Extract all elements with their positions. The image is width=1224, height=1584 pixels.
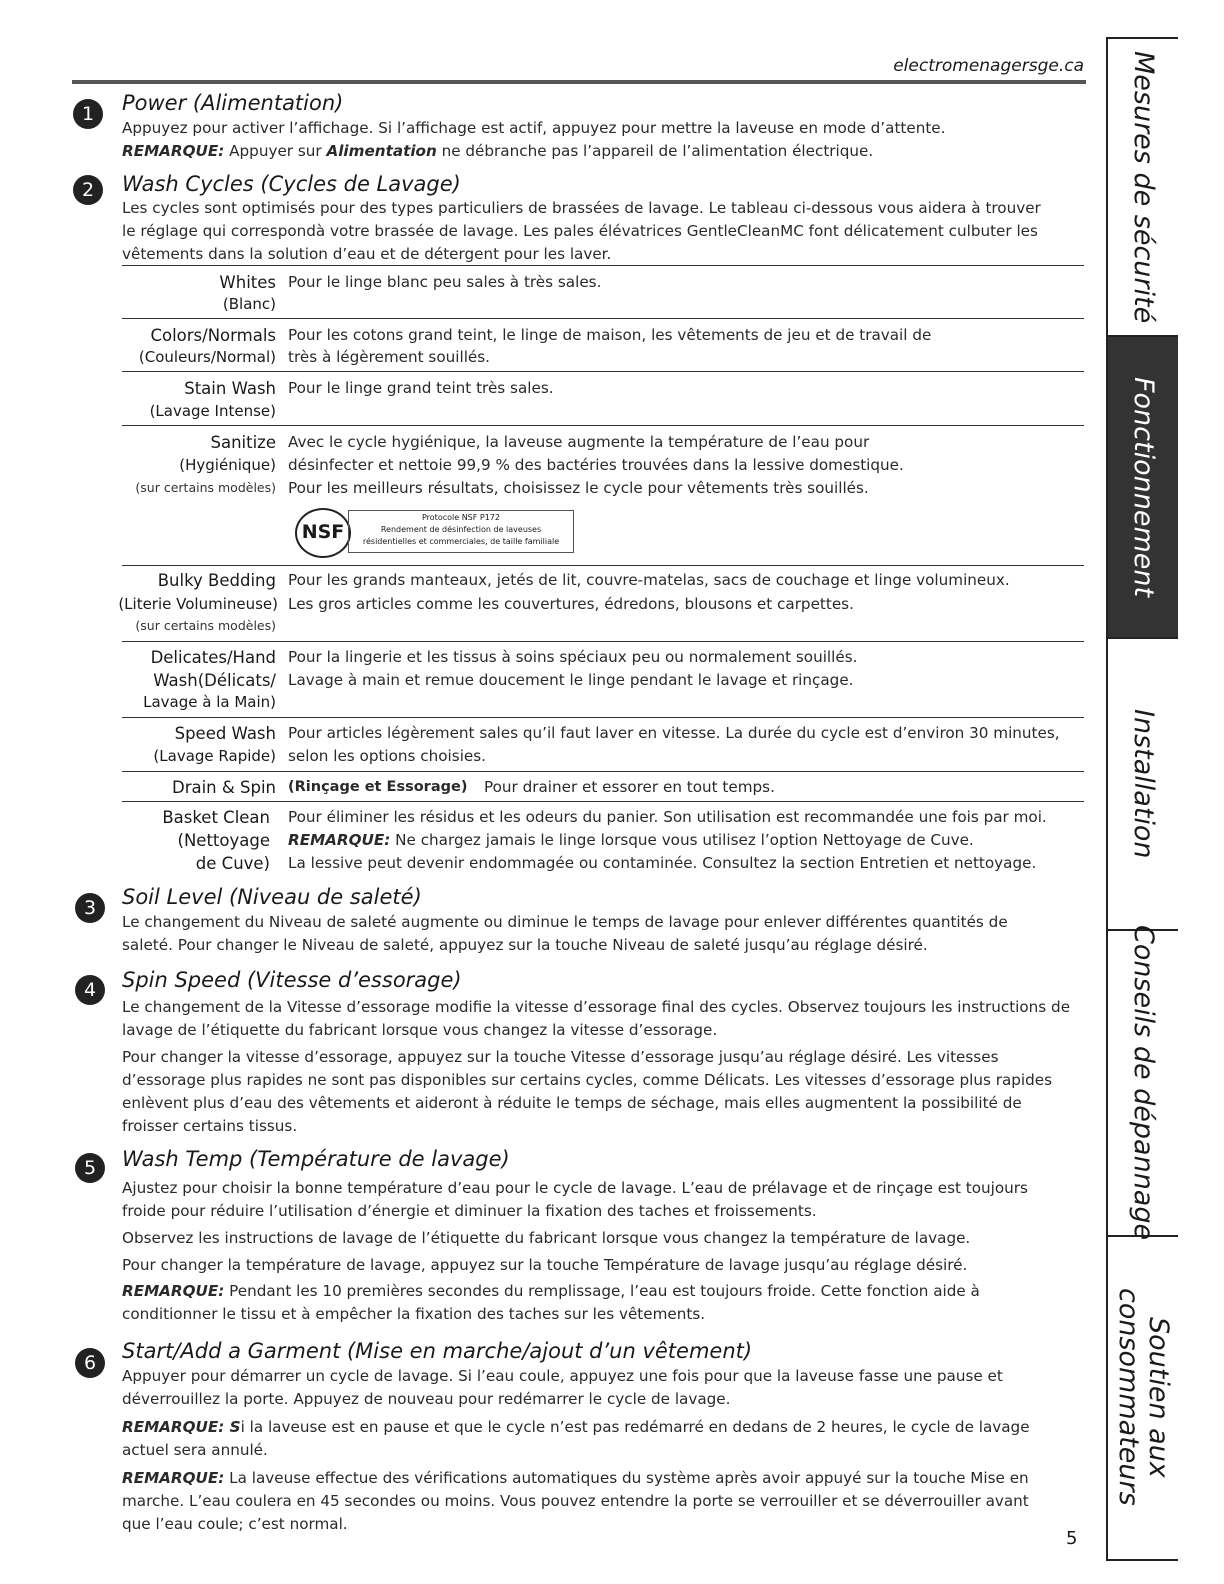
nsf-line: Protocole NSF P172 xyxy=(421,513,500,522)
wash-temp-line-2: froide pour réduire l’utilisation d’énergie et diminuer la fixation des taches et froissements. xyxy=(122,1202,817,1220)
note-label: REMARQUE: xyxy=(288,831,391,849)
cycle-name-bulky: Bulky Bedding xyxy=(157,571,276,590)
start-line-7: que l’eau coule; c’est normal. xyxy=(122,1515,348,1533)
tab-fonctionnement[interactable] xyxy=(1108,337,1178,639)
section-title-power: Power (Alimentation) xyxy=(122,91,344,115)
section-number-badge: 5 xyxy=(75,1153,105,1183)
tab-installation[interactable] xyxy=(1108,639,1178,931)
cycle-desc-basket-2 xyxy=(288,829,974,852)
cycle-desc-stain: Pour le linge grand teint très sales. xyxy=(288,379,554,397)
table-rule xyxy=(122,641,1084,642)
section-number-badge: 4 xyxy=(75,975,105,1005)
wash-cycles-line-1: Les cycles sont optimisés pour des types particuliers de brassées de lavage. Le tableau ci-dessous vous aidera à trouver xyxy=(122,199,1041,217)
start-note-2 xyxy=(122,1467,1029,1490)
cycle-desc-colors-1: Pour les cotons grand teint, le linge de maison, les vêtements de jeu et de travail de xyxy=(288,326,932,344)
cycle-sub-whites: (Blanc) xyxy=(222,295,276,313)
cycle-desc-bulky-2: Les gros articles comme les couvertures, édredons, blousons et carpettes. xyxy=(288,595,854,613)
note-label: REMARQUE: xyxy=(122,1469,225,1487)
table-rule xyxy=(122,717,1084,718)
side-tab-nav xyxy=(1106,37,1178,1561)
note-text: Pendant les 10 premières secondes du remplissage, l’eau est toujours froide. Cette fonction aide à xyxy=(224,1282,980,1300)
wash-temp-line-1: Ajustez pour choisir la bonne température d’eau pour le cycle de lavage. L’eau de prélavage et de rinçage est toujours xyxy=(122,1179,1028,1197)
table-rule xyxy=(122,265,1084,266)
tab-label-line: Soutien aux xyxy=(1143,1316,1174,1478)
start-line-1: Appuyer pour démarrer un cycle de lavage. Si l’eau coule, appuyez une fois pour que la laveuse fasse une pause et xyxy=(122,1367,1003,1385)
section-number-badge: 6 xyxy=(75,1348,105,1378)
tab-label xyxy=(1113,1288,1173,1506)
header-url: electromenagersge.ca xyxy=(893,56,1084,76)
cycle-desc-colors-2: très à légèrement souillés. xyxy=(288,348,491,366)
cycle-desc-basket-1: Pour éliminer les résidus et les odeurs du panier. Son utilisation est recommandée une fois par moi. xyxy=(288,808,1047,826)
start-note-1 xyxy=(122,1416,1030,1439)
tab-soutien-aux-consommateurs[interactable] xyxy=(1108,1237,1178,1557)
table-rule xyxy=(122,801,1084,802)
cycle-desc-drain: Pour drainer et essorer en tout temps. xyxy=(484,778,775,796)
note-text: La laveuse effectue des vérifications automatiques du système après avoir appuyé sur la touche Mise en xyxy=(224,1469,1029,1487)
wash-temp-line-3: Observez les instructions de lavage de l’étiquette du fabricant lorsque vous changez la température de lavage. xyxy=(122,1229,971,1247)
cycle-name-stain: Stain Wash xyxy=(184,379,276,398)
soil-level-line-1: Le changement du Niveau de saleté augmente ou diminue le temps de lavage pour enlever différentes quantités de xyxy=(122,913,1008,931)
cycle-sub-delicates: Lavage à la Main) xyxy=(143,693,276,711)
cycle-desc-sanitize-2: désinfecter et nettoie 99,9 % des bactéries trouvées dans la lessive domestique. xyxy=(288,456,904,474)
cycle-name-whites: Whites xyxy=(219,273,276,292)
cycle-name-drain: Drain & Spin xyxy=(172,778,276,797)
cycle-desc-delicates-1: Pour la lingerie et les tissus à soins spéciaux peu ou normalement souillés. xyxy=(288,648,858,666)
cycle-name-basket-2: (Nettoyage xyxy=(177,831,270,850)
soil-level-line-2: saleté. Pour changer le Niveau de saleté, appuyez sur la touche Niveau de saleté jusqu’au réglage désiré. xyxy=(122,936,928,954)
start-line-6: marche. L’eau coulera en 45 secondes ou moins. Vous pouvez entendre la porte se verrouiller et se déverrouiller avant xyxy=(122,1492,1029,1510)
section-number-badge: 3 xyxy=(75,893,105,923)
wash-temp-note xyxy=(122,1280,980,1303)
header-rule xyxy=(72,80,1086,84)
cycle-name-basket: Basket Clean xyxy=(162,808,270,827)
power-note xyxy=(122,140,873,163)
cycle-desc-delicates-2: Lavage à main et remue doucement le linge pendant le lavage et rinçage. xyxy=(288,671,854,689)
cycle-note-sanitize: (sur certains modèles) xyxy=(135,480,276,495)
note-text: Ne chargez jamais le linge lorsque vous utilisez l’option Nettoyage de Cuve. xyxy=(390,831,974,849)
nsf-line: résidentielles et commerciales, de taille familiale xyxy=(362,537,560,546)
cycle-desc-speed-1: Pour articles légèrement sales qu’il faut laver en vitesse. La durée du cycle est d’environ 30 minutes, xyxy=(288,724,1060,742)
section-number-badge: 2 xyxy=(73,175,103,205)
cycle-name-sanitize: Sanitize xyxy=(210,433,276,452)
cycle-name-speed: Speed Wash xyxy=(174,724,276,743)
cycle-note-bulky: (sur certains modèles) xyxy=(135,618,276,633)
spin-speed-line-3: Pour changer la vitesse d’essorage, appuyez sur la touche Vitesse d’essorage jusqu’au réglage désiré. Les vitesses xyxy=(122,1048,999,1066)
spin-speed-line-1: Le changement de la Vitesse d’essorage modifie la vitesse d’essorage final des cycles. Observez toujours les instructions de xyxy=(122,998,1071,1016)
cycle-desc-sanitize-3: Pour les meilleurs résultats, choisissez le cycle pour vêtements très souillés. xyxy=(288,479,869,497)
note-text-a: Appuyer sur xyxy=(224,142,327,160)
cycle-sub-drain: (Rinçage et Essorage) xyxy=(288,779,468,795)
table-rule xyxy=(122,371,1084,372)
cycle-name-colors: Colors/Normals xyxy=(150,326,276,345)
cycle-sub-speed: (Lavage Rapide) xyxy=(153,747,276,765)
cycle-sub-bulky: (Literie Volumineuse) xyxy=(118,595,278,613)
wash-cycles-line-3: vêtements dans la solution d’eau et de détergent pour les laver. xyxy=(122,245,612,263)
note-text: i la laveuse est en pause et que le cycle n’est pas redémarré en dedans de 2 heures, le cycle de lavage xyxy=(240,1418,1030,1436)
table-rule xyxy=(122,318,1084,319)
section-number-badge: 1 xyxy=(73,99,103,129)
cycle-sub-stain: (Lavage Intense) xyxy=(149,402,276,420)
cycle-desc-whites: Pour le linge blanc peu sales à très sales. xyxy=(288,273,602,291)
cycle-desc-basket-3: La lessive peut devenir endommagée ou contaminée. Consultez la section Entretien et nettoyage. xyxy=(288,854,1037,872)
note-label: REMARQUE: S xyxy=(122,1418,241,1436)
power-text: Appuyez pour activer l’affichage. Si l’affichage est actif, appuyez pour mettre la laveuse en mode d’attente. xyxy=(122,119,946,137)
cycle-desc-speed-2: selon les options choisies. xyxy=(288,747,486,765)
note-label: REMARQUE: xyxy=(122,1282,225,1300)
note-text-b: ne débranche pas l’appareil de l’alimentation électrique. xyxy=(436,142,874,160)
cycle-desc-sanitize-1: Avec le cycle hygiénique, la laveuse augmente la température de l’eau pour xyxy=(288,433,870,451)
spin-speed-line-4: d’essorage plus rapides ne sont pas disponibles sur certains cycles, comme Délicats. Les vitesses d’essorage plus rapides xyxy=(122,1071,1053,1089)
spin-speed-line-6: froisser certains tissus. xyxy=(122,1117,298,1135)
nsf-line: Rendement de désinfection de laveuses xyxy=(380,525,542,534)
cycle-sub-colors: (Couleurs/Normal) xyxy=(138,348,276,366)
table-rule xyxy=(122,565,1084,566)
wash-cycles-line-2: le réglage qui correspondà votre brassée de lavage. Les pales élévatrices GentleCleanMC font délicatement culbuter les xyxy=(122,222,1038,240)
tab-label: Installation xyxy=(1128,709,1159,859)
table-rule xyxy=(122,425,1084,426)
tab-label-line: consommateurs xyxy=(1113,1288,1144,1506)
cycle-desc-bulky-1: Pour les grands manteaux, jetés de lit, couvre-matelas, sacs de couchage et linge volumineux. xyxy=(288,571,1010,589)
wash-temp-line-6: conditionner le tissu et à empêcher la fixation des taches sur les vêtements. xyxy=(122,1305,706,1323)
section-title-start: Start/Add a Garment (Mise en marche/ajout d’un vêtement) xyxy=(122,1339,753,1363)
wash-temp-line-4: Pour changer la température de lavage, appuyez sur la touche Température de lavage jusqu’au réglage désiré. xyxy=(122,1256,968,1274)
tab-label: Conseils de dépannage xyxy=(1128,925,1159,1241)
table-rule xyxy=(122,771,1084,772)
start-line-4: actuel sera annulé. xyxy=(122,1441,268,1459)
note-bold: Alimentation xyxy=(326,142,437,160)
tab-mesures-de-securite[interactable] xyxy=(1108,39,1178,337)
start-line-2: déverrouillez la porte. Appuyez de nouveau pour redémarrer le cycle de lavage. xyxy=(122,1390,731,1408)
spin-speed-line-5: enlèvent plus d’eau des vêtements et aideront à réduite le temps de séchage, mais elles augmentent la possibilité de xyxy=(122,1094,1022,1112)
nsf-certification-box xyxy=(348,510,574,553)
cycle-name-delicates-2: Wash(Délicats/ xyxy=(153,671,276,690)
spin-speed-line-2: lavage de l’étiquette du fabricant lorsque vous changez la vitesse d’essorage. xyxy=(122,1021,718,1039)
page-number: 5 xyxy=(1066,1528,1078,1549)
nsf-logo: NSF xyxy=(295,508,351,558)
note-label: REMARQUE: xyxy=(122,142,225,160)
tab-label: Mesures de sécurité xyxy=(1128,50,1159,324)
section-title-soil-level: Soil Level (Niveau de saleté) xyxy=(122,885,422,909)
section-title-wash-cycles: Wash Cycles (Cycles de Lavage) xyxy=(122,172,461,196)
section-title-spin-speed: Spin Speed (Vitesse d’essorage) xyxy=(122,968,462,992)
cycle-name-basket-3: de Cuve) xyxy=(195,854,270,873)
tab-conseils-de-depannage[interactable] xyxy=(1108,925,1178,1241)
cycle-name-delicates-1: Delicates/Hand xyxy=(150,648,276,667)
section-title-wash-temp: Wash Temp (Température de lavage) xyxy=(122,1147,510,1171)
cycle-sub-sanitize: (Hygiénique) xyxy=(179,456,276,474)
tab-label: Fonctionnement xyxy=(1128,376,1159,598)
